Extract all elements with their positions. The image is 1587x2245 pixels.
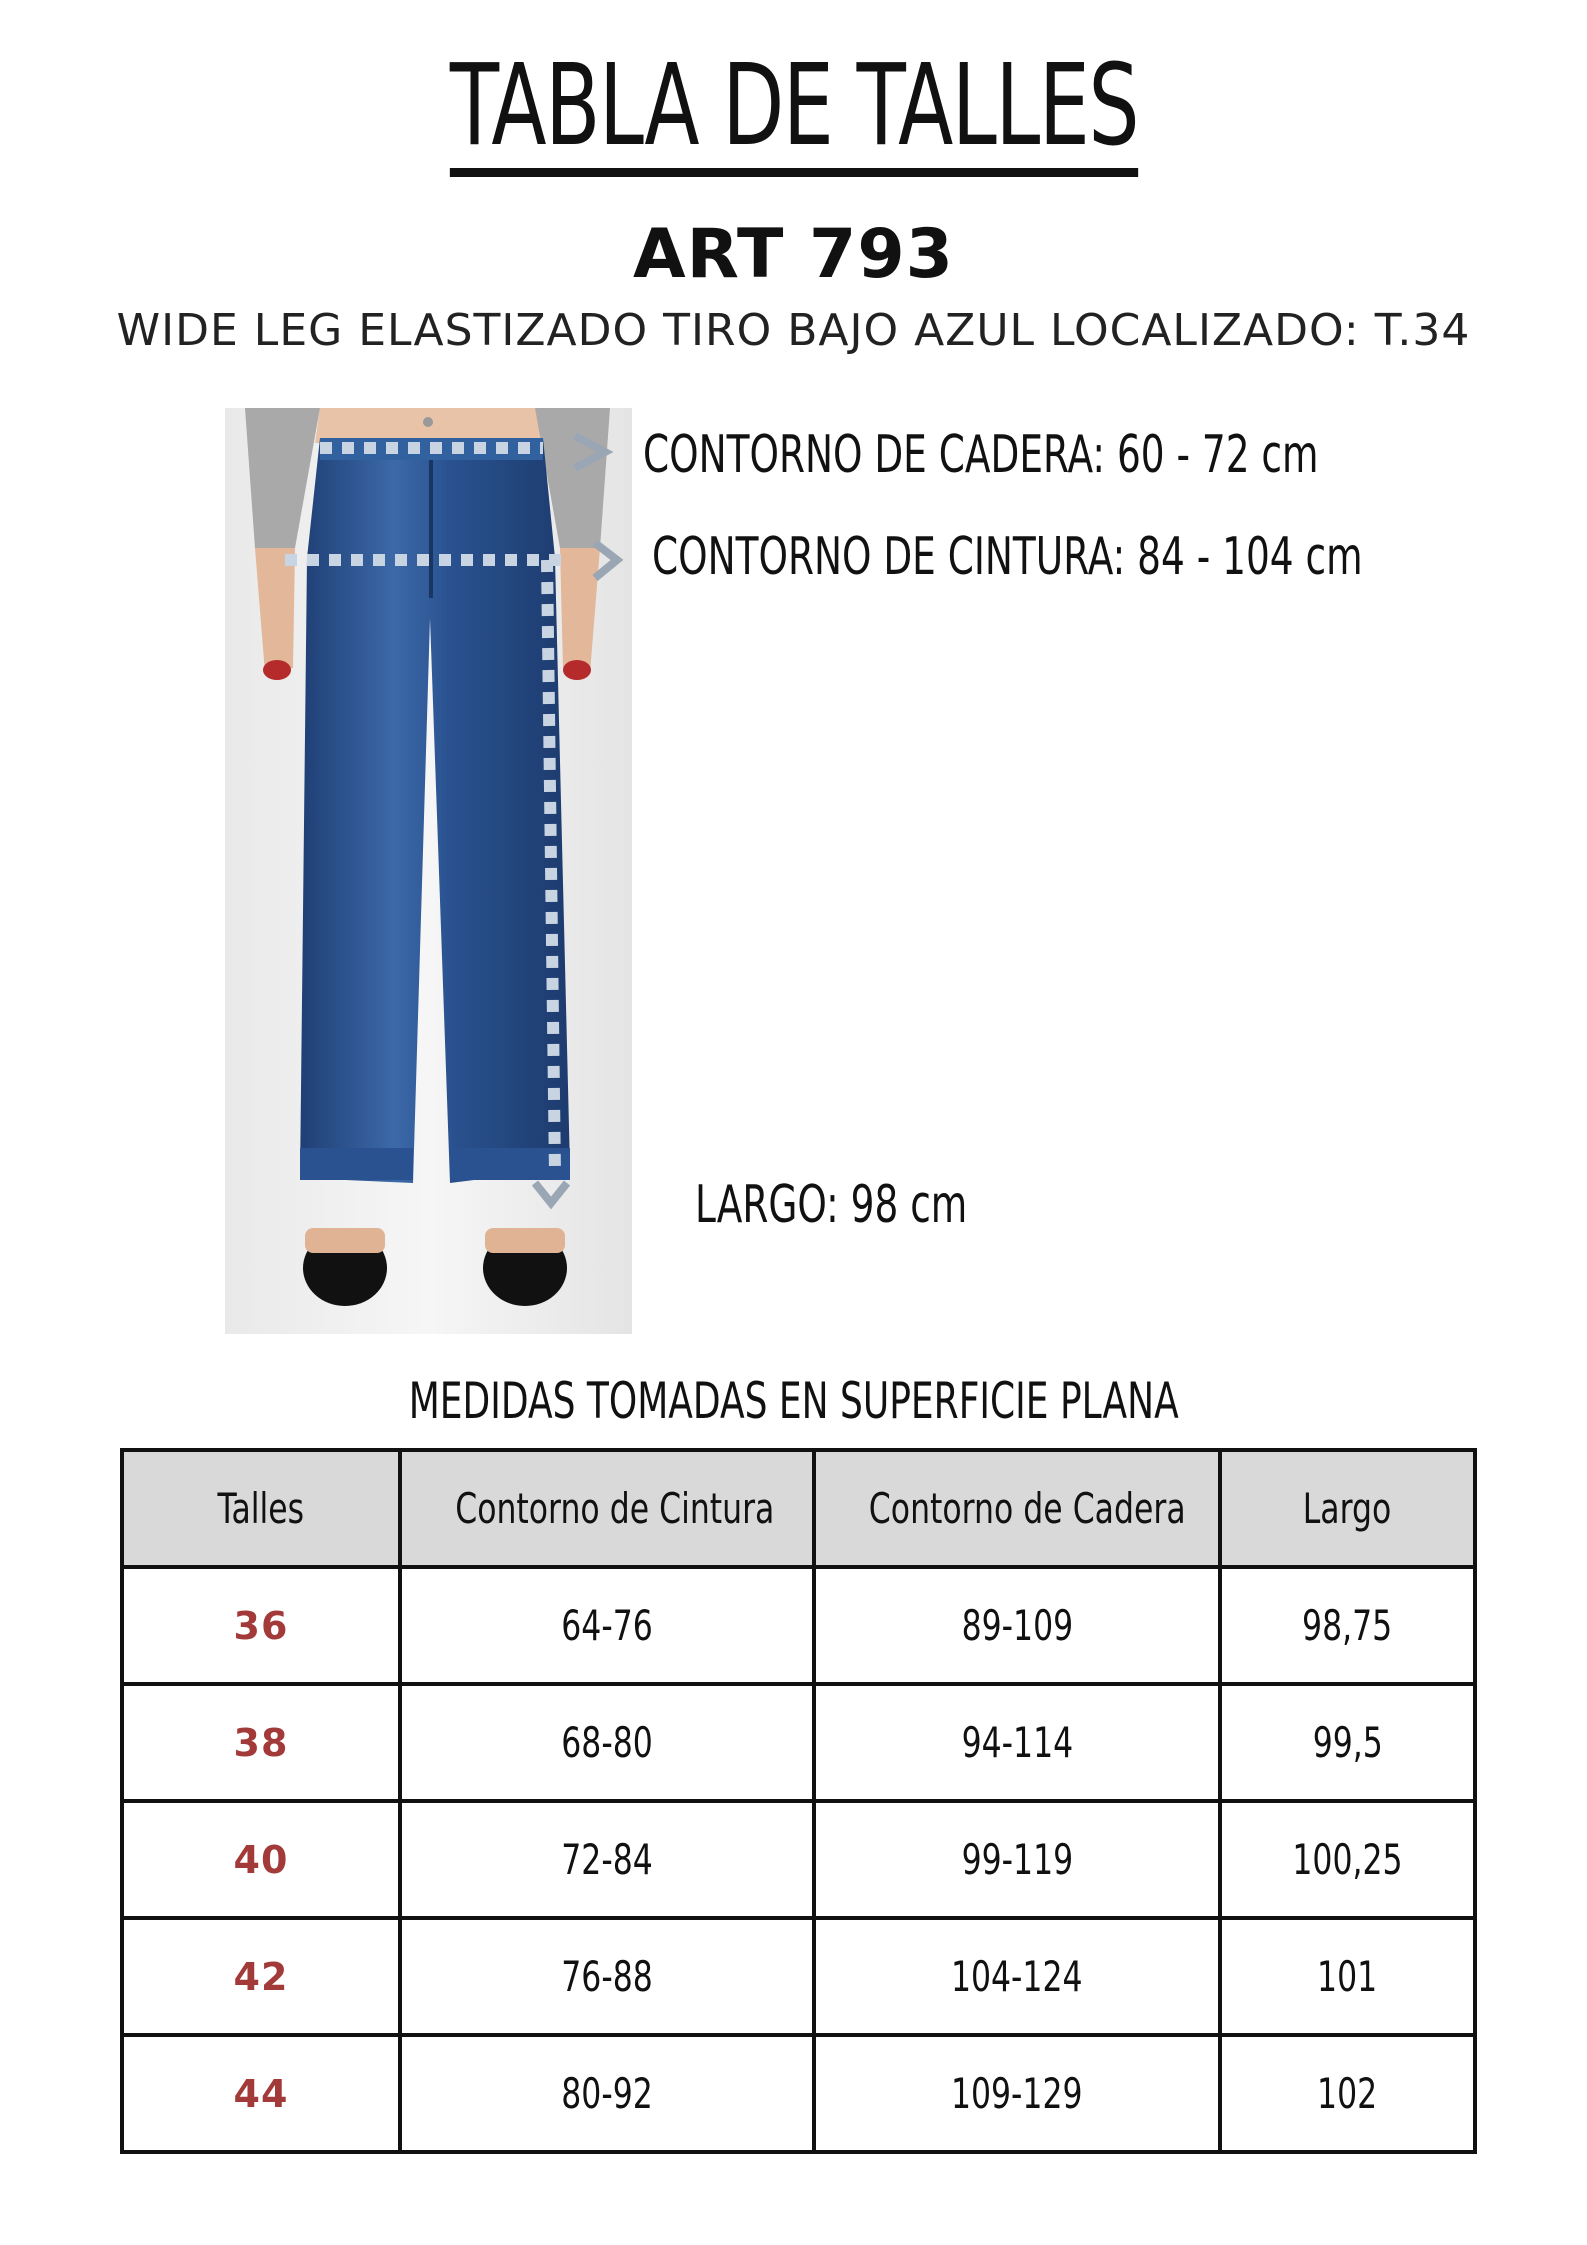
length-cell: 100,25 <box>1220 1801 1475 1918</box>
column-header: Contorno de Cadera <box>814 1450 1220 1567</box>
table-row <box>122 1567 1475 1684</box>
size-cell: 44 <box>122 2035 400 2152</box>
table-row <box>122 2035 1475 2152</box>
waist-cell: 68-80 <box>400 1684 814 1801</box>
hip-cell: 89-109 <box>814 1567 1220 1684</box>
length-cell: 99,5 <box>1220 1684 1475 1801</box>
article-code: ART 793 <box>633 215 954 294</box>
size-cell: 36 <box>122 1567 400 1684</box>
table-row <box>122 1918 1475 2035</box>
product-photo <box>225 408 632 1334</box>
hip-cell: 99-119 <box>814 1801 1220 1918</box>
length-cell: 101 <box>1220 1918 1475 2035</box>
page-title: TABLA DE TALLES <box>449 48 1137 177</box>
table-row <box>122 1684 1475 1801</box>
note-wrap <box>0 1372 1587 1430</box>
hip-cell: 109-129 <box>814 2035 1220 2152</box>
column-header: Largo <box>1220 1450 1475 1567</box>
jeans-illustration <box>225 408 632 1334</box>
waist-cell: 72-84 <box>400 1801 814 1918</box>
size-cell: 40 <box>122 1801 400 1918</box>
table-header-row <box>122 1450 1475 1567</box>
flat-surface-note: MEDIDAS TOMADAS EN SUPERFICIE PLANA <box>408 1372 1179 1430</box>
waist-cell: 64-76 <box>400 1567 814 1684</box>
length-cell: 102 <box>1220 2035 1475 2152</box>
hip-measurement: CONTORNO DE CADERA: 60 - 72 cm <box>643 425 1319 485</box>
waist-cell: 76-88 <box>400 1918 814 2035</box>
product-description: WIDE LEG ELASTIZADO TIRO BAJO AZUL LOCALIZADO: T.34 <box>116 305 1471 356</box>
length-measurement: LARGO: 98 cm <box>695 1175 968 1235</box>
table-row <box>122 1801 1475 1918</box>
waist-measurement: CONTORNO DE CINTURA: 84 - 104 cm <box>652 527 1363 587</box>
length-cell: 98,75 <box>1220 1567 1475 1684</box>
size-table <box>120 1448 1477 2154</box>
column-header: Contorno de Cintura <box>400 1450 814 1567</box>
column-header: Talles <box>122 1450 400 1567</box>
waist-cell: 80-92 <box>400 2035 814 2152</box>
size-cell: 42 <box>122 1918 400 2035</box>
page-title-wrap <box>0 41 1587 177</box>
size-cell: 38 <box>122 1684 400 1801</box>
hip-cell: 104-124 <box>814 1918 1220 2035</box>
hip-cell: 94-114 <box>814 1684 1220 1801</box>
